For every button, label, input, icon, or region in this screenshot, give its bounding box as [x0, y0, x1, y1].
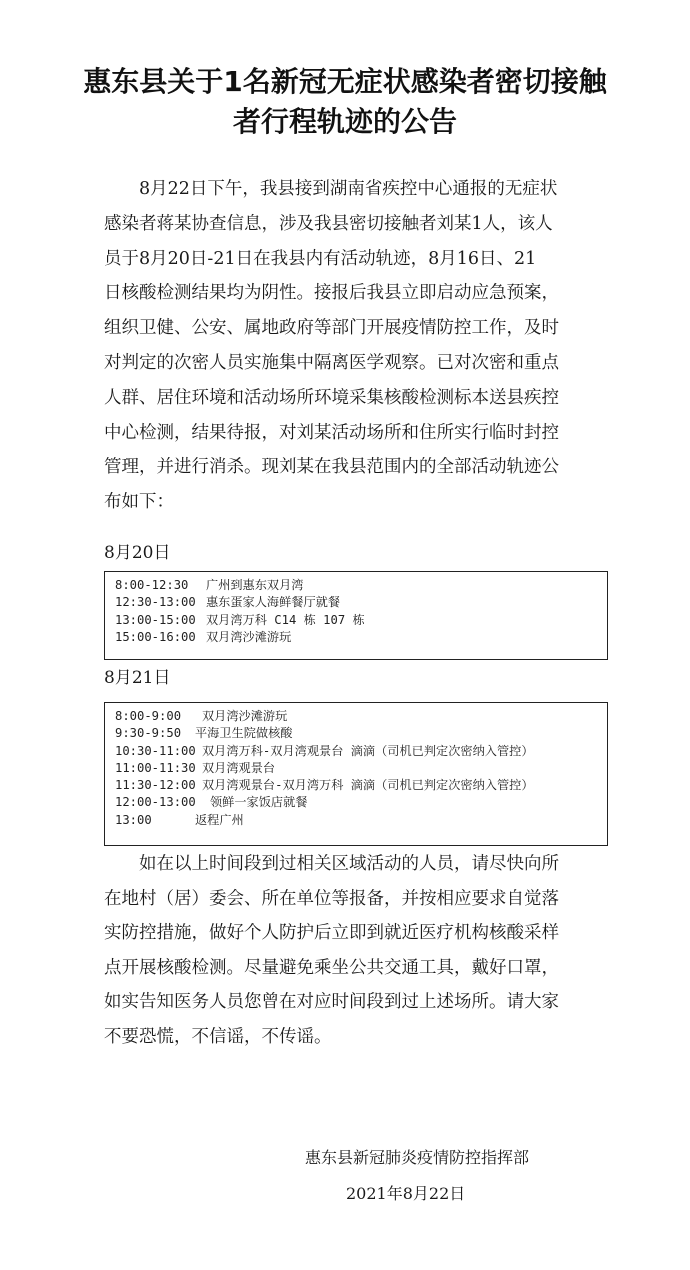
- issue-date: 2021年8月22日: [346, 1184, 466, 1203]
- closing-line: 不要恐慌，不信谣，不传谣。: [104, 1026, 332, 1047]
- entry-place: 双月湾万科-双月湾观景台 滴滴（司机已判定次密纳入管控）: [202, 743, 534, 758]
- day-date-heading: 8月20日: [104, 543, 171, 563]
- entry-time: 12:30-13:00: [115, 595, 196, 610]
- itinerary-box-day2: [104, 702, 608, 846]
- intro-line: 感染者蒋某协查信息，涉及我县密切接触者刘某1人，该人: [104, 213, 553, 234]
- entry-time: 13:00: [115, 812, 152, 827]
- closing-line: 点开展核酸检测。尽量避免乘坐公共交通工具，戴好口罩，: [104, 957, 559, 978]
- itinerary-row: [115, 725, 607, 742]
- entry-place: 双月湾沙滩游玩: [206, 629, 292, 644]
- entry-time: 8:00-12:30: [115, 578, 189, 592]
- entry-time: 13:00-15:00: [115, 612, 196, 627]
- title-line: 惠东县关于1名新冠无症状感染者密切接触: [83, 65, 607, 98]
- entry-time: 12:00-13:00: [115, 795, 196, 810]
- entry-time: 8:00-9:00: [115, 709, 182, 723]
- intro-line: 人群、居住环境和活动场所环境采集核酸检测标本送县疾控: [104, 387, 559, 408]
- itinerary-row: [115, 760, 607, 777]
- notice-title: [0, 62, 690, 142]
- intro-line: 员于8月20日-21日在我县内有活动轨迹，8月16日、21: [104, 248, 537, 269]
- intro-line: 中心检测，结果待报，对刘某活动场所和住所实行临时封控: [104, 422, 559, 443]
- entry-time: 15:00-16:00: [115, 629, 196, 644]
- entry-place: 双月湾观景台-双月湾万科 滴滴（司机已判定次密纳入管控）: [202, 778, 534, 793]
- entry-time: 11:00-11:30: [115, 760, 196, 775]
- entry-place: 返程广州: [195, 812, 244, 827]
- entry-place: 双月湾观景台: [202, 760, 276, 775]
- title-line: 者行程轨迹的公告: [232, 105, 457, 138]
- itinerary-row: [115, 812, 607, 829]
- intro-line: 组织卫健、公安、属地政府等部门开展疫情防控工作，及时: [104, 318, 559, 339]
- entry-time: 11:30-12:00: [115, 778, 196, 793]
- entry-place: 惠东蛋家人海鲜餐厅就餐: [206, 595, 341, 610]
- closing-line: 实防控措施，做好个人防护后立即到就近医疗机构核酸采样: [104, 923, 559, 944]
- entry-place: 双月湾沙滩游玩: [202, 709, 288, 723]
- intro-line: 管理，并进行消杀。现刘某在我县范围内的全部活动轨迹公: [104, 457, 559, 478]
- intro-line: 8月22日下午，我县接到湖南省疾控中心通报的无症状: [104, 179, 558, 199]
- entry-time: 10:30-11:00: [115, 743, 196, 758]
- entry-place: 广州到惠东双月湾: [206, 578, 304, 592]
- issuer-signature: 惠东县新冠肺炎疫情防控指挥部: [305, 1148, 530, 1167]
- closing-line: 如实告知医务人员您曾在对应时间段到过上述场所。请大家: [104, 992, 559, 1013]
- itinerary-box-day1: [104, 571, 608, 660]
- itinerary-row: [115, 629, 607, 646]
- intro-line: 日核酸检测结果均为阴性。接报后我县立即启动应急预案，: [104, 283, 559, 304]
- itinerary-row: [115, 743, 607, 760]
- itinerary-row: [115, 577, 607, 594]
- intro-line: 对判定的次密人员实施集中隔离医学观察。已对次密和重点: [104, 352, 559, 373]
- itinerary-row: [115, 612, 607, 629]
- entry-place: 双月湾万科 C14 栋 107 栋: [206, 612, 365, 627]
- itinerary-row: [115, 708, 607, 725]
- closing-paragraph: [104, 847, 589, 1055]
- itinerary-row: [115, 794, 607, 811]
- entry-place: 领鲜一家饭店就餐: [210, 795, 308, 810]
- itinerary-row: [115, 594, 607, 611]
- entry-time: 9:30-9:50: [115, 726, 182, 741]
- intro-paragraph: [104, 172, 589, 520]
- entry-place: 平海卫生院做核酸: [195, 726, 293, 741]
- itinerary-row: [115, 777, 607, 794]
- intro-line: 布如下：: [104, 492, 174, 513]
- day-date-heading: 8月21日: [104, 668, 171, 688]
- closing-line: 在地村（居）委会、所在单位等报备，并按相应要求自觉落: [104, 888, 559, 909]
- closing-line: 如在以上时间段到过相关区域活动的人员，请尽快向所: [104, 854, 559, 874]
